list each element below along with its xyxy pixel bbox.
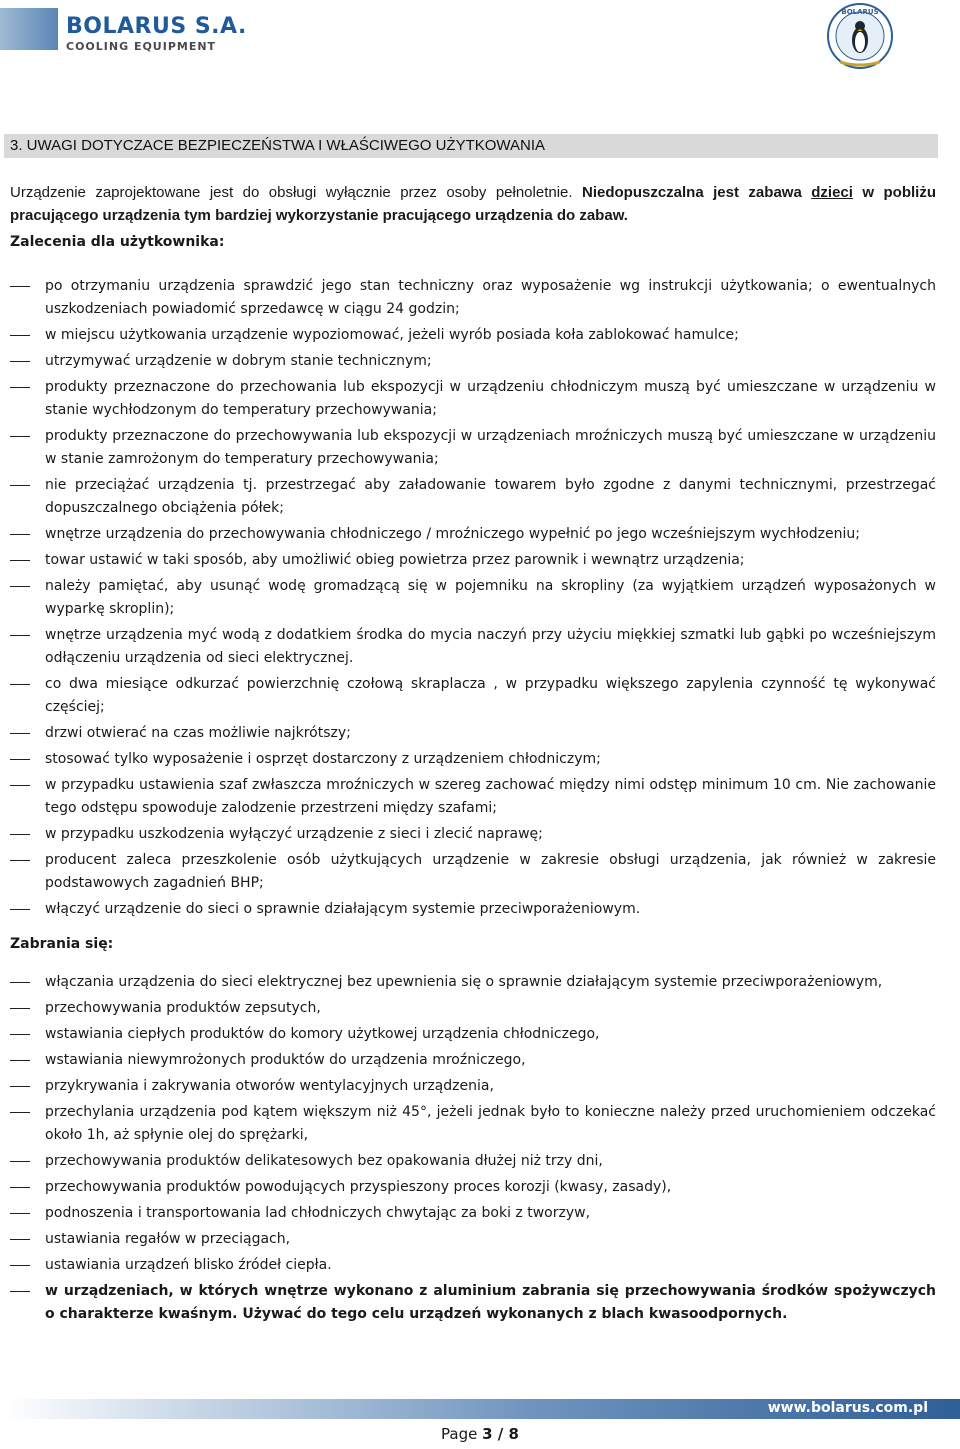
list-item-text: co dwa miesiące odkurzać powierzchnię czołową skraplacza , w przypadku większego zapylenia czynność tę wykonywać częściej; xyxy=(45,676,936,715)
dash-bullet-icon xyxy=(10,286,30,287)
dash-bullet-icon xyxy=(10,733,30,734)
list-item-text: drzwi otwierać na czas możliwie najkrótszy; xyxy=(45,725,351,741)
list-item-text: wstawiania niewymrożonych produktów do urządzenia mroźniczego, xyxy=(45,1052,526,1068)
company-tagline: COOLING EQUIPMENT xyxy=(66,40,217,53)
list-item xyxy=(0,350,940,373)
list-item-text: wstawiania ciepłych produktów do komory użytkowej urządzenia chłodniczego, xyxy=(45,1026,600,1042)
page-number xyxy=(0,1425,960,1443)
list-item-text: ustawiania urządzeń blisko źródeł ciepła. xyxy=(45,1257,332,1273)
list-item-text: przechylania urządzenia pod kątem większym niż 45°, jeżeli jednak było to konieczne należy przed uruchomieniem odczekać około 1h, aż spłynie olej do sprężarki, xyxy=(45,1104,936,1143)
list-item xyxy=(0,1254,940,1277)
dash-bullet-icon xyxy=(10,860,30,861)
dash-bullet-icon xyxy=(10,361,30,362)
list-item xyxy=(0,823,940,846)
intro-underlined-word: dzieci xyxy=(811,184,853,201)
list-item-text: w miejscu użytkowania urządzenie wypoziomować, jeżeli wyrób posiada koła zablokować hamulce; xyxy=(45,327,739,343)
list-item-text: podnoszenia i transportowania lad chłodniczych chwytając za boki z tworzyw, xyxy=(45,1205,591,1221)
dash-bullet-icon xyxy=(10,1213,30,1214)
list-item xyxy=(0,523,940,546)
list-item xyxy=(0,971,940,994)
list-item xyxy=(0,774,940,820)
list-item xyxy=(0,1202,940,1225)
list-item xyxy=(0,748,940,771)
list-item xyxy=(0,1228,940,1251)
list-item xyxy=(0,1075,940,1098)
header-accent-band xyxy=(0,8,58,50)
list-item xyxy=(0,1150,940,1173)
dash-bullet-icon xyxy=(10,1086,30,1087)
list-item xyxy=(0,1023,940,1046)
page-current: 3 xyxy=(482,1425,493,1443)
list-item-text: włączania urządzenia do sieci elektrycznej bez upewnienia się o sprawnie działającym systemie przeciwporażeniowym, xyxy=(45,974,883,990)
list-item-text: w przypadku ustawienia szaf zwłaszcza mroźniczych w szereg zachować między nimi odstęp minimum 10 cm. Nie zachowanie tego odstępu spowoduje zalodzenie przestrzeni między szafami; xyxy=(45,777,936,816)
list-item xyxy=(0,1280,940,1326)
dash-bullet-icon xyxy=(10,387,30,388)
dash-bullet-icon xyxy=(10,834,30,835)
penguin-seal-logo xyxy=(826,2,894,70)
list-item xyxy=(0,624,940,670)
list-item-text: wnętrze urządzenia do przechowywania chłodniczego / mroźniczego wypełnić po jego wcześniejszym wychłodzeniu; xyxy=(45,526,860,542)
list-item xyxy=(0,324,940,347)
dash-bullet-icon xyxy=(10,485,30,486)
list-item xyxy=(0,1176,940,1199)
list-item-text: stosować tylko wyposażenie i osprzęt dostarczony z urządzeniem chłodniczym; xyxy=(45,751,601,767)
dash-bullet-icon xyxy=(10,1187,30,1188)
list-item-text: przykrywania i zakrywania otworów wentylacyjnych urządzenia, xyxy=(45,1078,494,1094)
list-item-text: produkty przeznaczone do przechowywania lub ekspozycji w urządzeniach mroźniczych muszą być umieszczane w urządzeniu w stanie zamrożonym do temperatury przechowywania; xyxy=(45,428,936,467)
dash-bullet-icon xyxy=(10,1008,30,1009)
list-item xyxy=(0,898,940,921)
dash-bullet-icon xyxy=(10,1112,30,1113)
list-item xyxy=(0,1049,940,1072)
list-item-text: produkty przeznaczone do przechowania lub ekspozycji w urządzeniu chłodniczym muszą być umieszczane w urządzeniu w stanie wychłodzonym do temperatury przechowywania; xyxy=(45,379,936,418)
page-prefix: Page xyxy=(441,1425,483,1443)
recommendations-heading: Zalecenia dla użytkownika: xyxy=(10,234,225,250)
list-item-text: w przypadku uszkodzenia wyłączyć urządzenie z sieci i zlecić naprawę; xyxy=(45,826,543,842)
dash-bullet-icon xyxy=(10,560,30,561)
company-name: BOLARUS S.A. xyxy=(66,14,247,39)
dash-bullet-icon xyxy=(10,1060,30,1061)
footer-website-link[interactable]: www.bolarus.com.pl xyxy=(767,1400,928,1416)
prohibitions-heading: Zabrania się: xyxy=(10,936,114,952)
list-item xyxy=(0,275,940,321)
list-item xyxy=(0,474,940,520)
dash-bullet-icon xyxy=(10,785,30,786)
company-logo xyxy=(66,14,247,53)
list-item-text: włączyć urządzenie do sieci o sprawnie działającym systemie przeciwporażeniowym. xyxy=(45,901,641,917)
list-item-text: towar ustawić w taki sposób, aby umożliwić obieg powietrza przez parownik i wewnątrz urządzenia; xyxy=(45,552,745,568)
list-item xyxy=(0,376,940,422)
dash-bullet-icon xyxy=(10,1291,30,1292)
dash-bullet-icon xyxy=(10,759,30,760)
list-item xyxy=(0,1101,940,1147)
list-item-text: wnętrze urządzenia myć wodą z dodatkiem środka do mycia naczyń przy użyciu miękkiej szmatki lub gąbki po wcześniejszym odłączeniu urządzenia od sieci elektrycznej. xyxy=(45,627,936,666)
list-item xyxy=(0,425,940,471)
dash-bullet-icon xyxy=(10,335,30,336)
intro-plain-text: Urządzenie zaprojektowane jest do obsługi wyłącznie przez osoby pełnoletnie. xyxy=(10,184,582,201)
list-item-text: w urządzeniach, w których wnętrze wykonano z aluminium zabrania się przechowywania środków spożywczych o charakterze kwaśnym. Używać do tego celu urządzeń wykonanych z blach kwasoodpornych. xyxy=(45,1283,936,1322)
list-item xyxy=(0,722,940,745)
prohibitions-list xyxy=(0,971,940,1329)
dash-bullet-icon xyxy=(10,1239,30,1240)
list-item-text: przechowywania produktów powodujących przyspieszony proces korozji (kwasy, zasady), xyxy=(45,1179,672,1195)
dash-bullet-icon xyxy=(10,534,30,535)
page-total: 8 xyxy=(508,1425,519,1443)
list-item-text: nie przeciążać urządzenia tj. przestrzegać aby załadowanie towarem było zgodne z danymi technicznymi, przestrzegać dopuszczalnego obciążenia półek; xyxy=(45,477,936,516)
list-item-text: ustawiania regałów w przeciągach, xyxy=(45,1231,291,1247)
list-item-text: przechowywania produktów delikatesowych bez opakowania dłużej niż trzy dni, xyxy=(45,1153,603,1169)
dash-bullet-icon xyxy=(10,586,30,587)
seal-text: BOLARUS xyxy=(841,8,879,16)
list-item-text: po otrzymaniu urządzenia sprawdzić jego stan techniczny oraz wyposażenie wg instrukcji użytkowania; o ewentualnych uszkodzeniach powiadomić sprzedawcę w ciągu 24 godzin; xyxy=(45,278,936,317)
intro-bold-text: Niedopuszczalna jest zabawa xyxy=(582,184,812,201)
dash-bullet-icon xyxy=(10,982,30,983)
dash-bullet-icon xyxy=(10,909,30,910)
dash-bullet-icon xyxy=(10,1034,30,1035)
list-item-text: producent zaleca przeszkolenie osób użytkujących urządzenie w zakresie obsługi urządzenia, jak również w zakresie podstawowych zagadnień BHP; xyxy=(45,852,936,891)
list-item-text: utrzymywać urządzenie w dobrym stanie technicznym; xyxy=(45,353,432,369)
list-item xyxy=(0,549,940,572)
dash-bullet-icon xyxy=(10,1161,30,1162)
list-item xyxy=(0,575,940,621)
recommendations-list xyxy=(0,275,940,924)
list-item-text: przechowywania produktów zepsutych, xyxy=(45,1000,321,1016)
intro-paragraph xyxy=(10,181,936,227)
list-item xyxy=(0,673,940,719)
list-item xyxy=(0,997,940,1020)
dash-bullet-icon xyxy=(10,635,30,636)
dash-bullet-icon xyxy=(10,1265,30,1266)
section-title: 3. UWAGI DOTYCZACE BEZPIECZEŃSTWA I WŁAŚCIWEGO UŻYTKOWANIA xyxy=(10,137,546,154)
list-item-text: należy pamiętać, aby usunąć wodę gromadzącą się w pojemniku na skropliny (za wyjątkiem urządzeń wyposażonych w wyparkę skroplin); xyxy=(45,578,936,617)
dash-bullet-icon xyxy=(10,684,30,685)
dash-bullet-icon xyxy=(10,436,30,437)
list-item xyxy=(0,849,940,895)
page-separator: / xyxy=(492,1425,509,1443)
intro-bold-text-end: w pobliżu pracującego urządzenia tym bardziej wykorzystanie pracującego urządzenia do zabaw. xyxy=(10,184,936,224)
